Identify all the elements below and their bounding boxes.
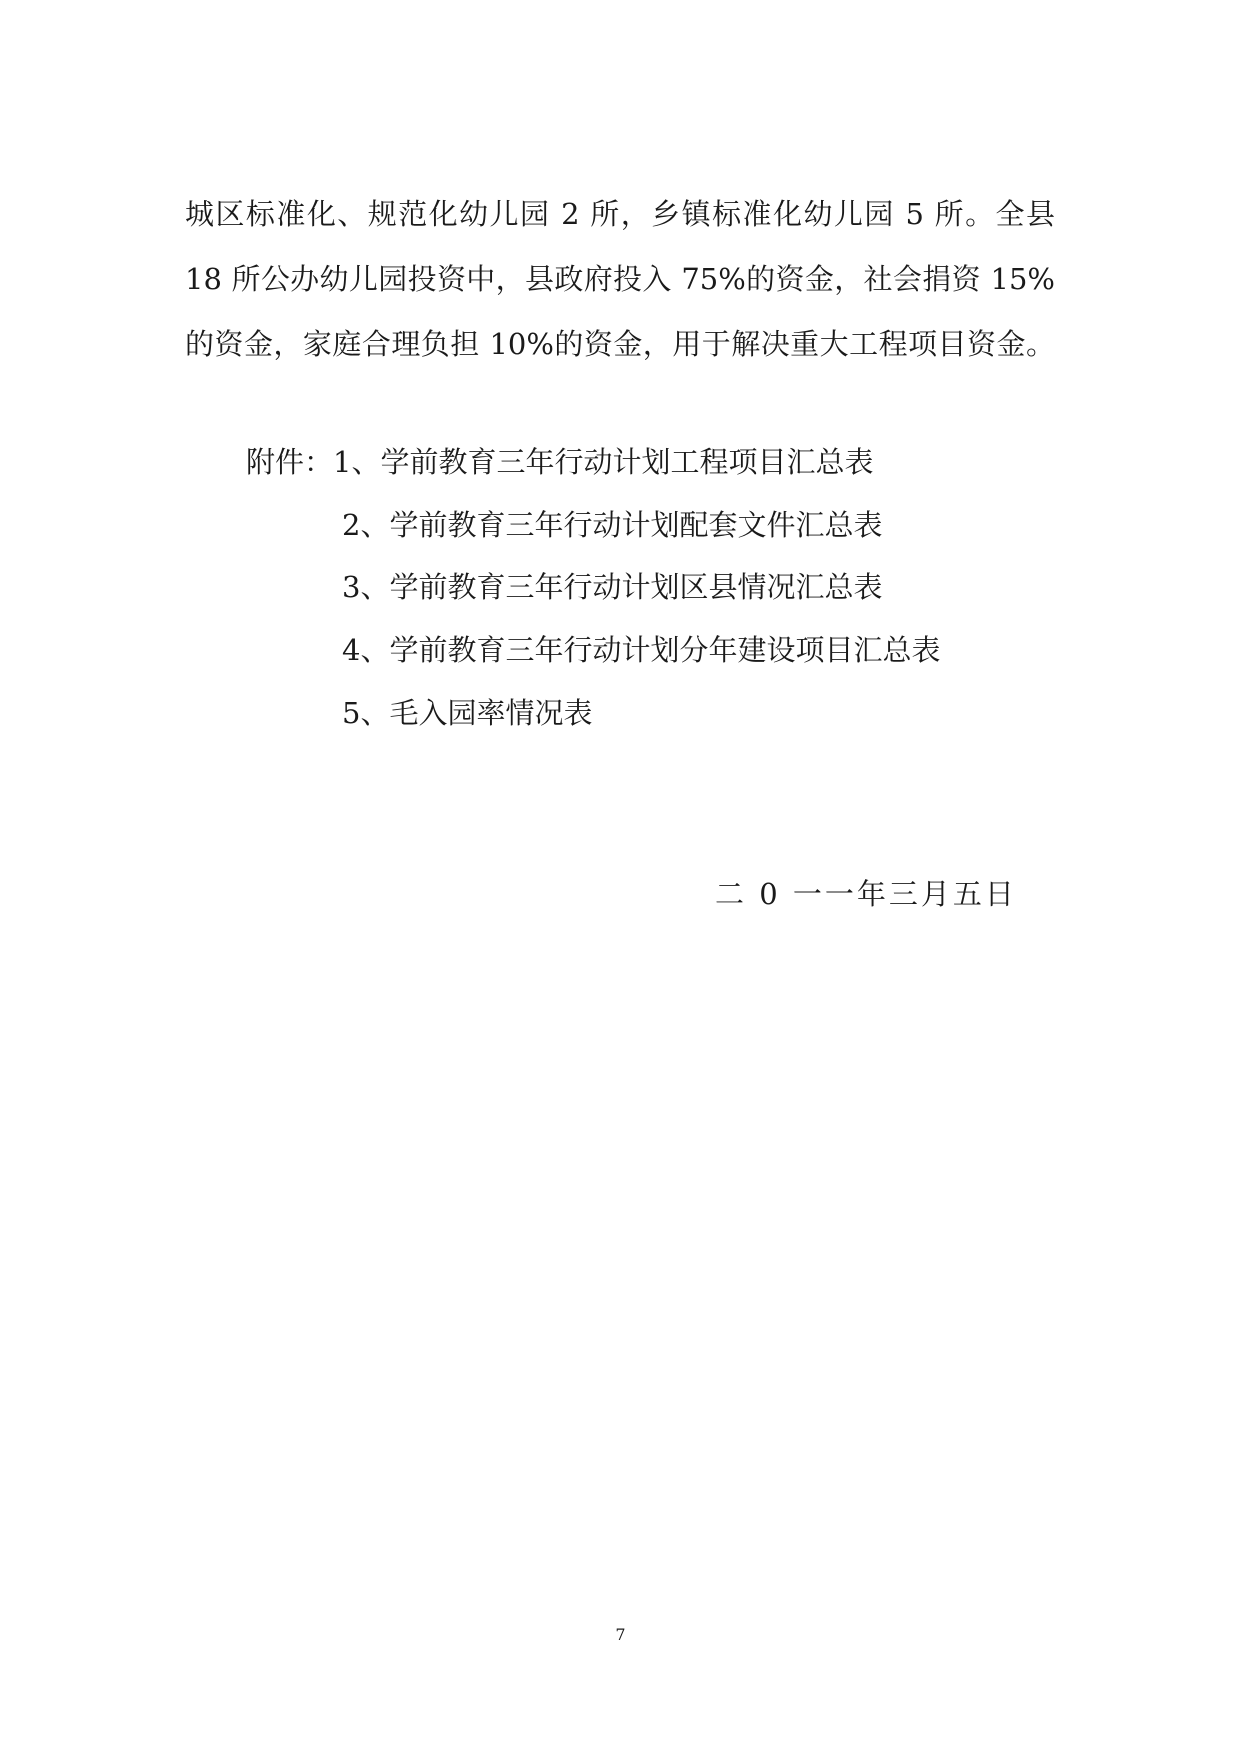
attachment-item-3: 3、学前教育三年行动计划区县情况汇总表 [342, 570, 883, 604]
attachments-first-line [246, 442, 873, 482]
attachment-item-2: 2、学前教育三年行动计划配套文件汇总表 [342, 508, 883, 542]
document-date: 二 0 一一年三月五日 [715, 877, 1017, 911]
page-number: 7 [615, 1625, 626, 1644]
attachment-item-5: 5、毛入园率情况表 [342, 696, 593, 730]
attachment-item-1: 1、学前教育三年行动计划工程项目汇总表 [333, 445, 874, 479]
attachment-item-4: 4、学前教育三年行动计划分年建设项目汇总表 [342, 633, 941, 667]
body-paragraph-line-1: 城区标准化、规范化幼儿园 2 所，乡镇标准化幼儿园 5 所。全县 [185, 197, 1055, 231]
body-paragraph-line-3: 的资金，家庭合理负担 10%的资金，用于解决重大工程项目资金。 [185, 327, 1055, 361]
attachments-label: 附件： [246, 445, 334, 479]
body-paragraph-line-2: 18 所公办幼儿园投资中，县政府投入 75%的资金，社会捐资 15% [185, 262, 1055, 296]
